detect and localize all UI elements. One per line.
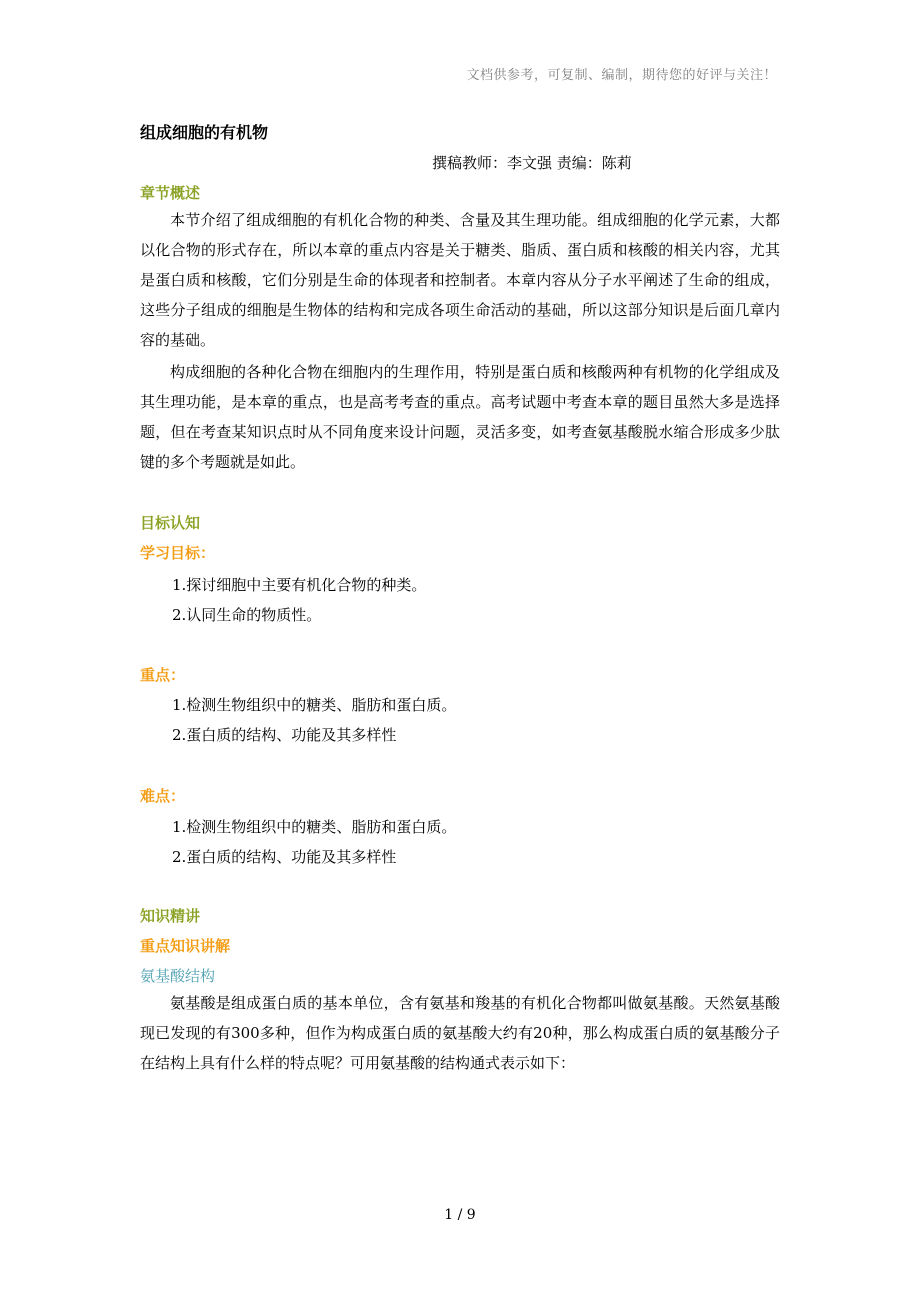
learning-goals-label: 学习目标： [140, 544, 216, 562]
overview-paragraph-2: 构成细胞的各种化合物在细胞内的生理作用，特别是蛋白质和核酸两种有机物的化学组成及其生理功能，是本章的重点，也是高考考查的重点。高考试题中考查本章的题目虽然大多是选择题，但在考查某知识点时从不同角度来设计问题，灵活多变，如考查氨基酸脱水缩合形成多少肽键的多个考题就是如此。 [140, 363, 780, 471]
difficult-point-item: 2.蛋白质的结构、功能及其多样性 [172, 848, 397, 866]
difficult-point-item: 1.检测生物组织中的糖类、脂肪和蛋白质。 [172, 818, 457, 836]
goals-heading: 目标认知 [140, 514, 201, 532]
key-knowledge-subheading: 重点知识讲解 [140, 937, 231, 955]
byline: 撰稿教师：李文强 责编：陈莉 [432, 154, 632, 172]
learning-goal-item: 2.认同生命的物质性。 [172, 606, 322, 624]
header-note: 文档供参考，可复制、编制，期待您的好评与关注！ [466, 68, 777, 83]
key-points-label: 重点： [140, 666, 186, 684]
learning-goal-item: 1.探讨细胞中主要有机化合物的种类。 [172, 576, 427, 594]
overview-heading: 章节概述 [140, 184, 201, 202]
key-point-item: 1.检测生物组织中的糖类、脂肪和蛋白质。 [172, 696, 457, 714]
difficult-points-label: 难点： [140, 787, 186, 805]
knowledge-heading: 知识精讲 [140, 907, 201, 925]
overview-paragraph-1: 本节介绍了组成细胞的有机化合物的种类、含量及其生理功能。组成细胞的化学元素，大都以化合物的形式存在，所以本章的重点内容是关于糖类、脂质、蛋白质和核酸的相关内容，尤其是蛋白质和核酸，它们分别是生命的体现者和控制者。本章内容从分子水平阐述了生命的组成，这些分子组成的细胞是生物体的结构和完成各项生命活动的基础，所以这部分知识是后面几章内容的基础。 [140, 211, 780, 349]
key-point-item: 2.蛋白质的结构、功能及其多样性 [172, 726, 397, 744]
page-number: 1 / 9 [444, 1207, 476, 1223]
amino-acid-topic-heading: 氨基酸结构 [140, 967, 216, 985]
document-title: 组成细胞的有机物 [140, 123, 269, 142]
amino-acid-paragraph: 氨基酸是组成蛋白质的基本单位，含有氨基和羧基的有机化合物都叫做氨基酸。天然氨基酸现已发现的有300多种，但作为构成蛋白质的氨基酸大约有20种，那么构成蛋白质的氨基酸分子在结构上具有什么样的特点呢？可用氨基酸的结构通式表示如下： [140, 994, 780, 1072]
